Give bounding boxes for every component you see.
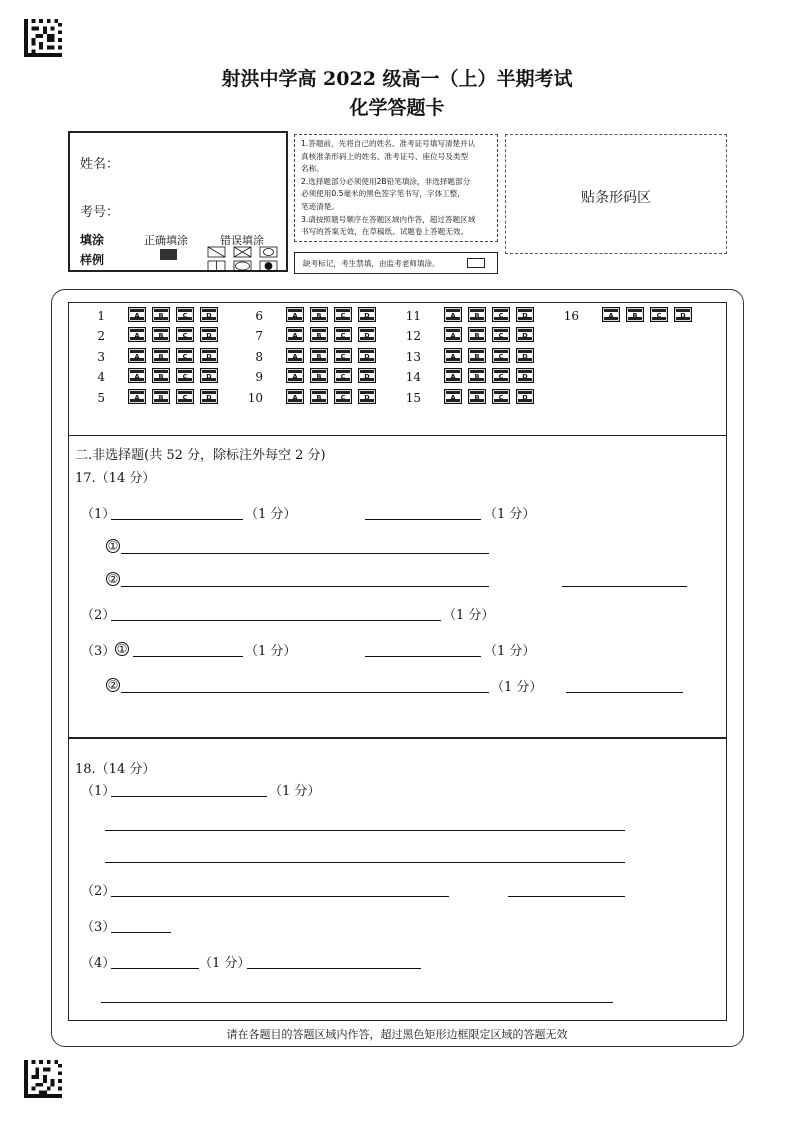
choice-question-number: 6 <box>255 309 263 323</box>
choice-bubble-c[interactable] <box>334 307 352 322</box>
choice-bubble-c[interactable] <box>492 348 510 363</box>
choice-bubble-a[interactable] <box>286 368 304 383</box>
wrong-fill-label: 错误填涂 <box>220 234 264 247</box>
q18-part1-label: （1） <box>81 784 116 799</box>
q17-part1-sub1-blank[interactable] <box>121 553 489 554</box>
instruction-line: 笔迹清楚。 <box>301 201 339 211</box>
q18-part4-label: （4） <box>81 956 116 971</box>
q17-title: 17.（14 分） <box>75 471 156 486</box>
q17-part2-label: （2） <box>81 608 116 623</box>
q17-part3-sub2-blank-a[interactable] <box>121 692 489 693</box>
svg-text:D: D <box>206 311 212 320</box>
choice-bubble-a[interactable] <box>286 307 304 322</box>
choice-bubble-b[interactable] <box>468 368 486 383</box>
q17-part3-circle-2: ② <box>107 678 119 692</box>
choice-bubble-b[interactable] <box>310 368 328 383</box>
choice-bubble-d[interactable] <box>516 368 534 383</box>
svg-text:A: A <box>134 352 140 361</box>
choice-question-number: 16 <box>563 309 579 323</box>
svg-text:A: A <box>134 311 140 320</box>
svg-text:D: D <box>364 352 370 361</box>
svg-text:A: A <box>134 372 140 381</box>
correct-fill-sample <box>160 249 177 260</box>
question-17-section <box>68 435 727 738</box>
choice-bubble-a[interactable] <box>602 307 620 322</box>
question-18-section <box>68 737 727 1021</box>
correct-fill-label: 正确填涂 <box>144 234 188 247</box>
svg-text:C: C <box>340 311 346 320</box>
svg-text:D: D <box>364 311 370 320</box>
choice-question-number: 4 <box>97 370 105 384</box>
choice-bubble-b[interactable] <box>152 368 170 383</box>
choice-bubble-c[interactable] <box>334 368 352 383</box>
q17-part1-blank-b[interactable] <box>365 519 481 520</box>
q18-part3-blank[interactable] <box>111 932 171 933</box>
choice-bubble-a[interactable] <box>444 327 462 342</box>
choice-question-number: 12 <box>405 329 421 343</box>
choice-bubble-a[interactable] <box>444 348 462 363</box>
svg-text:C: C <box>182 352 188 361</box>
q17-part3-score-b: （1 分） <box>484 644 536 659</box>
svg-text:B: B <box>158 331 164 340</box>
q18-part1-blank[interactable] <box>111 796 267 797</box>
q18-part4-blank-b[interactable] <box>247 968 421 969</box>
choice-bubble-a[interactable] <box>128 327 146 342</box>
svg-text:B: B <box>474 352 480 361</box>
choice-question-number: 2 <box>97 329 105 343</box>
exam-title: 射洪中学高 2022 级高一（上）半期考试 <box>221 68 573 90</box>
choice-bubble-b[interactable] <box>152 327 170 342</box>
choice-bubble-b[interactable] <box>310 327 328 342</box>
svg-text:A: A <box>134 331 140 340</box>
barcode-area <box>505 134 727 254</box>
svg-text:C: C <box>498 352 504 361</box>
choice-question-number: 5 <box>97 391 105 405</box>
svg-text:A: A <box>450 393 456 402</box>
svg-text:B: B <box>474 331 480 340</box>
svg-text:C: C <box>182 311 188 320</box>
choice-bubble-a[interactable] <box>128 348 146 363</box>
q18-part4-line[interactable] <box>101 1002 613 1003</box>
choice-bubble-c[interactable] <box>492 327 510 342</box>
choice-bubble-a[interactable] <box>128 307 146 322</box>
choice-question-number: 15 <box>405 391 421 405</box>
svg-text:A: A <box>450 331 456 340</box>
choice-bubble-c[interactable] <box>176 348 194 363</box>
choice-question-number: 14 <box>405 370 421 384</box>
qr-code-top <box>24 19 62 57</box>
instructions-box <box>294 134 498 242</box>
svg-text:C: C <box>498 372 504 381</box>
q18-part2-blank-a[interactable] <box>111 896 449 897</box>
choice-bubble-c[interactable] <box>334 348 352 363</box>
choice-bubble-a[interactable] <box>444 307 462 322</box>
choice-bubble-c[interactable] <box>176 327 194 342</box>
choice-question-number: 9 <box>255 370 263 384</box>
choice-bubble-d[interactable] <box>358 307 376 322</box>
footer-note: 请在各题目的答题区域内作答，超过黑色矩形边框限定区域的答题无效 <box>226 1028 568 1041</box>
absent-mark-text: 缺考标记，考生禁填，由监考老师填涂。 <box>303 259 440 268</box>
absent-mark-box <box>294 252 498 274</box>
svg-text:D: D <box>522 372 528 381</box>
svg-text:C: C <box>340 352 346 361</box>
qr-code-bottom <box>24 1060 62 1098</box>
q18-part4-score: （1 分） <box>199 956 251 971</box>
choice-question-number: 13 <box>405 350 421 364</box>
choice-bubble-d[interactable] <box>358 389 376 404</box>
choice-question-number: 7 <box>255 329 263 343</box>
choice-bubble-b[interactable] <box>310 307 328 322</box>
q17-part1-blank-a[interactable] <box>111 519 243 520</box>
sample-label: 样例 <box>80 253 105 267</box>
svg-text:C: C <box>498 393 504 402</box>
svg-text:B: B <box>158 311 164 320</box>
svg-text:D: D <box>522 331 528 340</box>
choice-bubble-d[interactable] <box>516 389 534 404</box>
svg-text:B: B <box>158 372 164 381</box>
svg-text:D: D <box>206 352 212 361</box>
svg-text:A: A <box>292 311 298 320</box>
svg-text:B: B <box>316 331 322 340</box>
choice-bubble-a[interactable] <box>286 389 304 404</box>
choice-bubble-c[interactable] <box>334 389 352 404</box>
svg-text:A: A <box>292 372 298 381</box>
choice-bubble-c[interactable] <box>650 307 668 322</box>
choice-bubble-d[interactable] <box>200 327 218 342</box>
choice-bubble-b[interactable] <box>152 348 170 363</box>
q17-part1-sub2-blank[interactable] <box>121 586 489 587</box>
q17-part3-score-c: （1 分） <box>491 680 543 695</box>
choice-bubble-a[interactable] <box>128 368 146 383</box>
q17-part3-label: （3） <box>81 644 116 659</box>
sheet-title: 化学答题卡 <box>349 97 445 119</box>
choice-bubble-d[interactable] <box>516 327 534 342</box>
choice-bubble-b[interactable] <box>626 307 644 322</box>
choice-bubble-b[interactable] <box>310 348 328 363</box>
svg-text:B: B <box>474 372 480 381</box>
choice-bubble-b[interactable] <box>468 389 486 404</box>
choice-bubble-b[interactable] <box>468 327 486 342</box>
q17-part2-score: （1 分） <box>443 608 495 623</box>
fill-label: 填涂 <box>80 233 105 247</box>
q17-circle-2: ② <box>107 572 119 586</box>
choice-bubble-c[interactable] <box>176 368 194 383</box>
name-label: 姓名： <box>80 157 120 172</box>
instruction-line: 1.答题前，先将自己的姓名、准考证号填写清楚并认 <box>301 139 476 148</box>
choice-bubble-a[interactable] <box>444 368 462 383</box>
choice-bubble-b[interactable] <box>310 389 328 404</box>
choice-bubble-d[interactable] <box>674 307 692 322</box>
q17-part1-score-a: （1 分） <box>245 507 297 522</box>
svg-text:A: A <box>292 352 298 361</box>
svg-text:D: D <box>364 331 370 340</box>
choice-question-number: 8 <box>255 350 263 364</box>
svg-text:A: A <box>292 331 298 340</box>
choice-bubble-b[interactable] <box>152 389 170 404</box>
svg-text:D: D <box>206 372 212 381</box>
choice-question-number: 1 <box>97 309 105 323</box>
svg-text:B: B <box>474 393 480 402</box>
choice-bubble-c[interactable] <box>492 307 510 322</box>
choice-bubble-d[interactable] <box>200 348 218 363</box>
q18-part1-line-a[interactable] <box>105 830 625 831</box>
choice-question-number: 10 <box>247 391 263 405</box>
q17-circle-1: ① <box>107 539 119 553</box>
choice-bubble-c[interactable] <box>176 389 194 404</box>
svg-text:D: D <box>206 393 212 402</box>
q18-part3-label: （3） <box>81 920 116 935</box>
svg-text:C: C <box>656 311 662 320</box>
instruction-line: 名称。 <box>301 164 324 174</box>
student-info-box <box>68 131 288 272</box>
svg-text:B: B <box>316 352 322 361</box>
svg-text:C: C <box>182 331 188 340</box>
q17-part3-score-a: （1 分） <box>245 644 297 659</box>
svg-text:B: B <box>474 311 480 320</box>
instruction-line: 真核准条形码上的姓名、准考证号、座位号及类型 <box>301 151 469 161</box>
choice-bubble-a[interactable] <box>128 389 146 404</box>
choice-question-number: 11 <box>405 309 421 323</box>
q17-part3-sub2-blank-b[interactable] <box>566 692 683 693</box>
svg-text:B: B <box>158 393 164 402</box>
svg-text:C: C <box>182 372 188 381</box>
choice-bubble-c[interactable] <box>334 327 352 342</box>
svg-text:C: C <box>498 331 504 340</box>
svg-text:A: A <box>450 311 456 320</box>
choice-bubble-d[interactable] <box>358 348 376 363</box>
choice-bubble-d[interactable] <box>516 348 534 363</box>
svg-text:B: B <box>158 352 164 361</box>
choice-bubble-d[interactable] <box>200 389 218 404</box>
svg-text:B: B <box>316 372 322 381</box>
choice-bubble-d[interactable] <box>358 327 376 342</box>
choice-bubble-a[interactable] <box>286 348 304 363</box>
q18-part4-blank-a[interactable] <box>111 968 199 969</box>
svg-text:C: C <box>340 393 346 402</box>
instruction-line: 3.请按照题号顺序在答题区域内作答，超过答题区域 <box>301 214 476 224</box>
svg-text:B: B <box>316 311 322 320</box>
choice-bubble-c[interactable] <box>492 368 510 383</box>
instruction-line: 必须使用0.5毫米的黑色签字笔书写，字体工整， <box>301 189 465 199</box>
choice-bubble-b[interactable] <box>468 348 486 363</box>
q18-title: 18.（14 分） <box>75 762 156 777</box>
exam-number-label: 考号： <box>80 205 120 220</box>
svg-text:D: D <box>522 393 528 402</box>
svg-text:A: A <box>292 393 298 402</box>
q17-part1-score-b: （1 分） <box>484 507 536 522</box>
q17-part3-sub1-blank-b[interactable] <box>365 656 481 657</box>
svg-text:D: D <box>680 311 686 320</box>
svg-text:C: C <box>340 331 346 340</box>
q17-part1-label: （1） <box>81 507 116 522</box>
choice-bubble-b[interactable] <box>152 307 170 322</box>
svg-text:D: D <box>522 352 528 361</box>
choice-question-number: 3 <box>97 350 105 364</box>
wrong-fill-samples <box>207 246 279 272</box>
absent-mark-checkbox[interactable] <box>467 258 485 268</box>
choice-bubble-d[interactable] <box>200 368 218 383</box>
choice-bubble-c[interactable] <box>176 307 194 322</box>
instruction-line: 2.选择题部分必须使用2B铅笔填涂，非选择题部分 <box>301 176 471 186</box>
part2-heading: 二.非选择题(共 52 分，除标注外每空 2 分) <box>75 448 326 463</box>
svg-text:D: D <box>364 393 370 402</box>
svg-text:D: D <box>206 331 212 340</box>
choice-bubble-d[interactable] <box>516 307 534 322</box>
q17-part3-sub1-blank-a[interactable] <box>133 656 243 657</box>
svg-text:A: A <box>134 393 140 402</box>
svg-text:C: C <box>498 311 504 320</box>
choice-bubble-a[interactable] <box>444 389 462 404</box>
svg-text:C: C <box>340 372 346 381</box>
q18-part2-blank-b[interactable] <box>508 896 625 897</box>
svg-text:A: A <box>450 372 456 381</box>
q17-part3-circle-1: ① <box>116 642 128 656</box>
svg-text:B: B <box>632 311 638 320</box>
instruction-line: 书写的答案无效，在草稿纸、试题卷上答题无效。 <box>301 227 469 237</box>
choice-bubble-d[interactable] <box>358 368 376 383</box>
svg-text:D: D <box>364 372 370 381</box>
choice-bubble-c[interactable] <box>492 389 510 404</box>
svg-text:A: A <box>608 311 614 320</box>
svg-text:B: B <box>316 393 322 402</box>
barcode-area-label: 贴条形码区 <box>581 190 651 206</box>
q18-part1-score: （1 分） <box>269 784 321 799</box>
svg-text:D: D <box>522 311 528 320</box>
svg-text:C: C <box>182 393 188 402</box>
q18-part1-line-b[interactable] <box>105 862 625 863</box>
q17-part2-blank[interactable] <box>111 620 441 621</box>
q18-part2-label: （2） <box>81 884 116 899</box>
choice-bubble-d[interactable] <box>200 307 218 322</box>
choice-bubble-b[interactable] <box>468 307 486 322</box>
q17-part1-sub2-blank-b[interactable] <box>562 586 687 587</box>
svg-text:A: A <box>450 352 456 361</box>
choice-bubble-a[interactable] <box>286 327 304 342</box>
